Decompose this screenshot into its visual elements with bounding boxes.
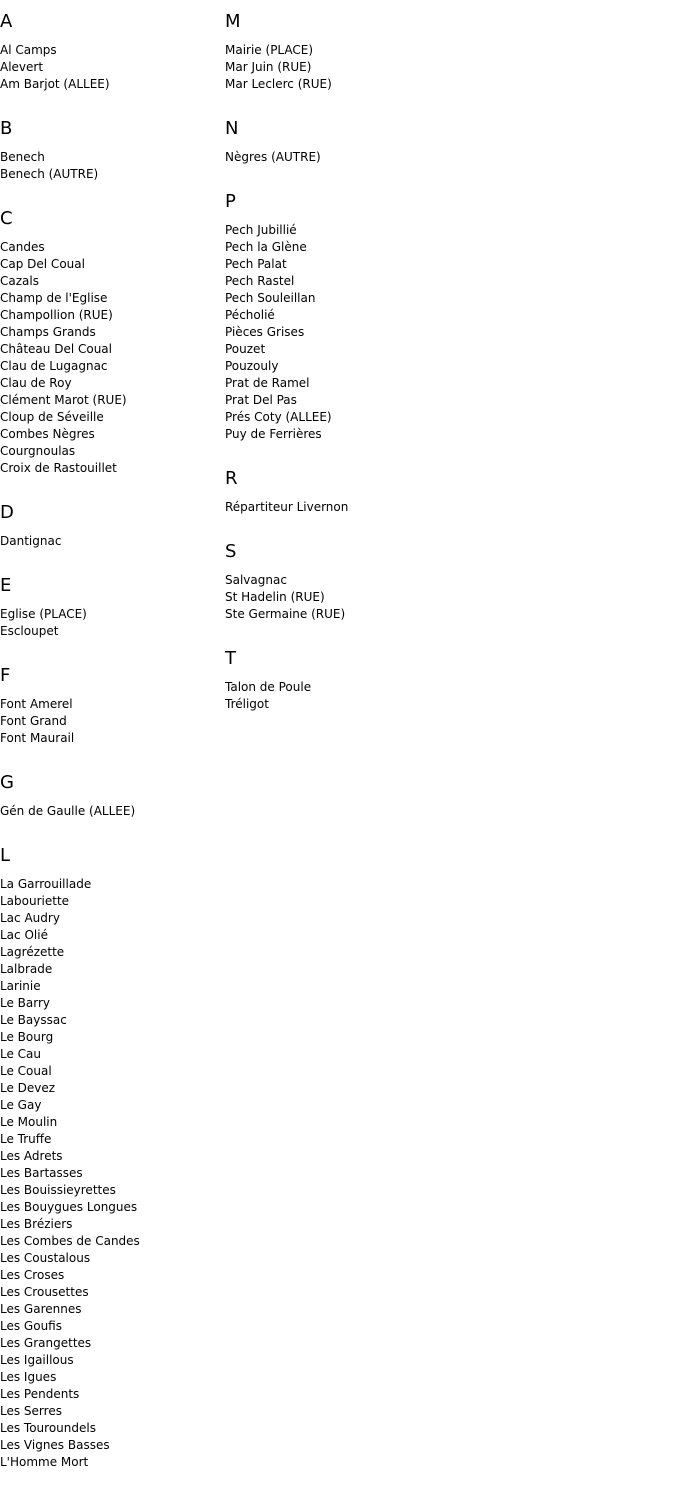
section-letter-heading: N [225,118,239,139]
street-list-item: Am Barjot (ALLEE) [0,77,110,91]
street-list-item: Font Maurail [0,731,75,745]
section-letter-heading: F [0,665,11,686]
letter-section-p [225,190,525,443]
street-list-item: Prat de Ramel [225,376,310,390]
street-list [225,42,525,93]
section-letter-heading: S [225,541,237,562]
section-letter-heading: M [225,11,241,32]
street-list-item: Font Amerel [0,697,73,711]
street-list-item: Les Bartasses [0,1166,83,1180]
street-list-item: Mairie (PLACE) [225,43,314,57]
street-list-item: Les Bréziers [0,1217,73,1231]
street-list-item: Al Camps [0,43,57,57]
street-list-item: Croix de Rastouillet [0,461,117,475]
street-list-item: Le Barry [0,996,51,1010]
street-list-item: Lalbrade [0,962,53,976]
street-list-item: Les Adrets [0,1149,63,1163]
street-list [225,572,525,623]
street-list-item: Pouzet [225,342,266,356]
street-list-item: Labouriette [0,894,70,908]
section-letter-heading: C [0,208,13,229]
street-list-item: Pech la Glène [225,240,307,254]
letter-section-f [0,664,220,747]
street-list-item: Les Bouissieyrettes [0,1183,116,1197]
street-list-item: Pièces Grises [225,325,305,339]
street-list-item: Les Coustalous [0,1251,91,1265]
section-letter-heading: G [0,772,14,793]
street-list [225,222,525,443]
letter-section-t [225,647,525,713]
street-list-item: Le Gay [0,1098,42,1112]
street-list-item: Les Crousettes [0,1285,89,1299]
street-index-left-column [0,10,220,1495]
street-list-item: Talon de Poule [225,680,312,694]
section-letter-heading: A [0,11,13,32]
section-letter-heading: D [0,502,14,523]
letter-section-a [0,10,220,93]
street-list-item: Les Garennes [0,1302,82,1316]
street-list-item: Les Serres [0,1404,62,1418]
street-list-item: Champs Grands [0,325,96,339]
section-letter-heading: T [225,648,236,669]
letter-section-b [0,117,220,183]
street-index-right-column [225,10,525,737]
street-list-item: Mar Juin (RUE) [225,60,312,74]
street-list-item: Le Moulin [0,1115,58,1129]
street-list-item: Prés Coty (ALLEE) [225,410,332,424]
section-letter-heading: L [0,845,11,866]
street-list [0,876,220,1471]
street-list-item: Eglise (PLACE) [0,607,87,621]
street-list-item: L'Homme Mort [0,1455,89,1469]
letter-section-n [225,117,525,166]
street-list-item: Lac Olié [0,928,48,942]
street-list-item: Gén de Gaulle (ALLEE) [0,804,136,818]
section-letter-heading: P [225,191,236,212]
street-list-item: Le Bourg [0,1030,54,1044]
section-letter-heading: R [225,468,238,489]
street-list-item: Les Igues [0,1370,57,1384]
street-list-item: Pech Souleillan [225,291,316,305]
street-list-item: Les Vignes Basses [0,1438,110,1452]
street-list [0,606,220,640]
street-list [0,533,220,550]
street-list-item: Ste Germaine (RUE) [225,607,346,621]
street-list-item: Les Touroundels [0,1421,96,1435]
street-list-item: Nègres (AUTRE) [225,150,321,164]
street-list-item: Les Grangettes [0,1336,92,1350]
street-list-item: Alevert [0,60,44,74]
street-list-item: Cloup de Séveille [0,410,104,424]
street-list [0,149,220,183]
street-list-item: Font Grand [0,714,67,728]
street-list-item: Les Goufis [0,1319,62,1333]
street-list-item: Pech Palat [225,257,287,271]
street-list-item: Benech (AUTRE) [0,167,99,181]
street-list [0,803,220,820]
street-list [225,499,525,516]
street-list-item: Pech Jubillié [225,223,297,237]
street-list-item: Lagrézette [0,945,65,959]
street-list-item: Champollion (RUE) [0,308,113,322]
street-list-item: Candes [0,240,45,254]
street-list-item: Les Combes de Candes [0,1234,140,1248]
section-letter-heading: B [0,118,13,139]
street-list-item: Larinie [0,979,41,993]
street-list-item: Puy de Ferrières [225,427,322,441]
street-list-item: Le Coual [0,1064,52,1078]
letter-section-e [0,574,220,640]
street-list-item: Le Cau [0,1047,42,1061]
street-list-item: Le Bayssac [0,1013,67,1027]
street-list-item: Clau de Roy [0,376,72,390]
street-list [225,679,525,713]
street-list-item: Clément Marot (RUE) [0,393,127,407]
street-list-item: Château Del Coual [0,342,112,356]
street-list-item: Pouzouly [225,359,279,373]
street-list-item: Courgnoulas [0,444,76,458]
street-list-item: Les Croses [0,1268,65,1282]
street-list-item: Salvagnac [225,573,287,587]
street-list-item: Tréligot [225,697,269,711]
letter-section-s [225,540,525,623]
street-list-item: Benech [0,150,45,164]
street-list-item: Combes Nègres [0,427,95,441]
street-list-item: Les Igaillous [0,1353,74,1367]
street-list-item: Pech Rastel [225,274,295,288]
street-list-item: Les Bouygues Longues [0,1200,138,1214]
street-list-item: Mar Leclerc (RUE) [225,77,332,91]
street-list-item: St Hadelin (RUE) [225,590,325,604]
street-list [0,696,220,747]
letter-section-m [225,10,525,93]
street-list-item: Les Pendents [0,1387,80,1401]
street-list-item: Cazals [0,274,39,288]
street-list-item: Escloupet [0,624,59,638]
street-list [0,239,220,477]
letter-section-g [0,771,220,820]
street-list-item: Dantignac [0,534,62,548]
street-list-item: La Garrouillade [0,877,92,891]
street-list [225,149,525,166]
street-list [0,42,220,93]
street-list-item: Clau de Lugagnac [0,359,108,373]
street-list-item: Lac Audry [0,911,60,925]
letter-section-c [0,207,220,477]
letter-section-r [225,467,525,516]
letter-section-d [0,501,220,550]
street-list-item: Cap Del Coual [0,257,85,271]
letter-section-l [0,844,220,1471]
section-letter-heading: E [0,575,12,596]
street-list-item: Champ de l'Eglise [0,291,108,305]
street-list-item: Répartiteur Livernon [225,500,349,514]
street-list-item: Prat Del Pas [225,393,297,407]
street-list-item: Le Devez [0,1081,56,1095]
street-list-item: Pécholié [225,308,275,322]
street-list-item: Le Truffe [0,1132,52,1146]
